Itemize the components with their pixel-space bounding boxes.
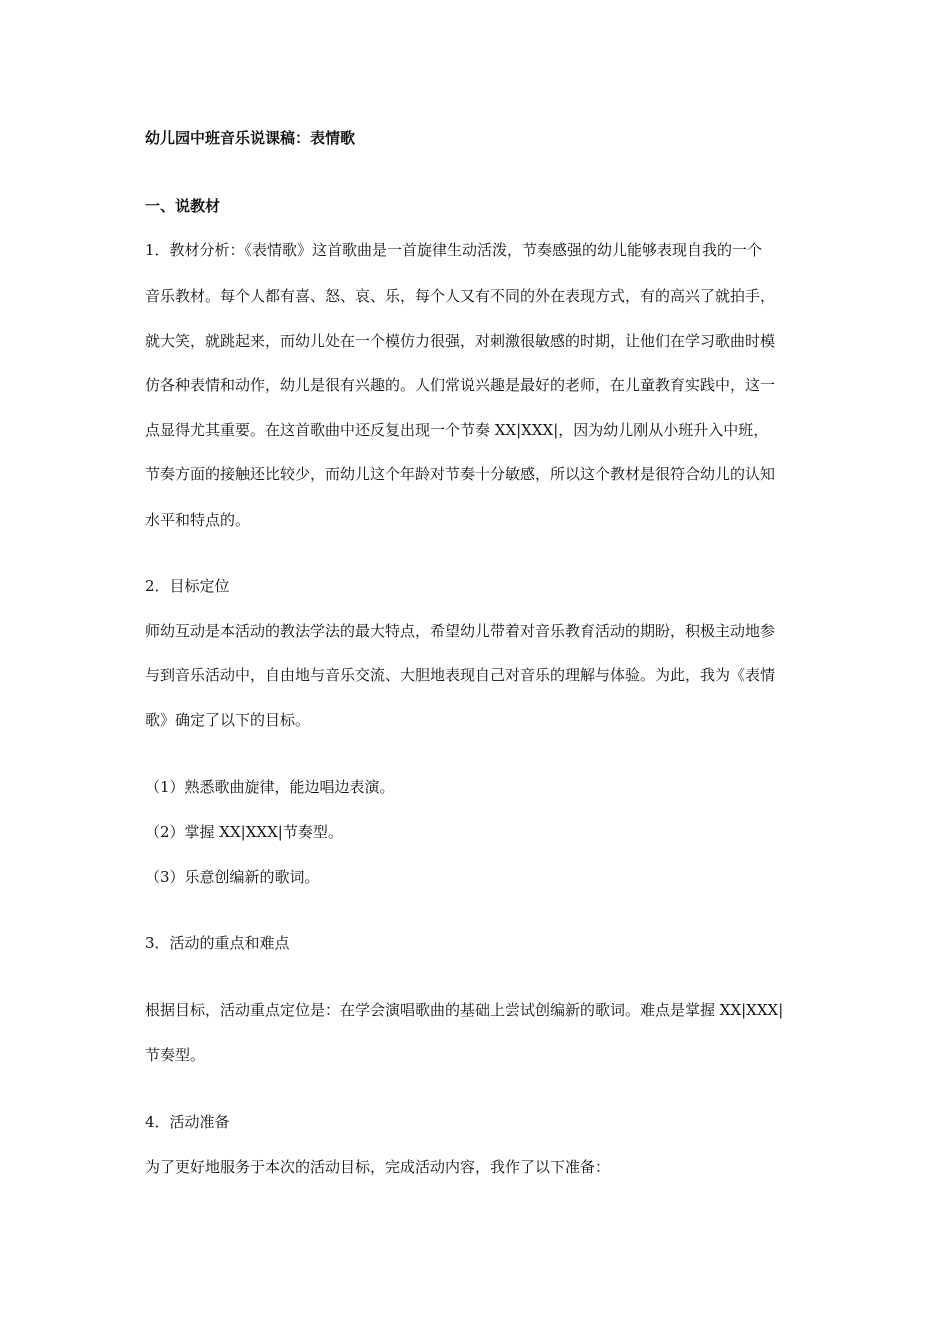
paragraph-line: 节奏型。 (145, 1046, 206, 1064)
subsection-heading-focus: 3．活动的重点和难点 (145, 934, 290, 952)
paragraph-line: 节奏方面的接触还比较少，而幼儿这个年龄对节奏十分敏感，所以这个教材是很符合幼儿的认知 (145, 465, 776, 483)
paragraph-line: 1．教材分析：《表情歌》这首歌曲是一首旋律生动活泼，节奏感强的幼儿能够表现自我的一个 (145, 241, 763, 259)
subsection-heading-preparation: 4．活动准备 (145, 1113, 230, 1131)
paragraph-line: 就大笑，就跳起来，而幼儿处在一个模仿力很强，对刺激很敏感的时期，让他们在学习歌曲时模 (145, 332, 776, 350)
paragraph-line: 点显得尤其重要。在这首歌曲中还反复出现一个节奏 XX|XXX|，因为幼儿刚从小班升入中班， (145, 421, 769, 439)
paragraph-line: 仿各种表情和动作，幼儿是很有兴趣的。人们常说兴趣是最好的老师，在儿童教育实践中，这一 (145, 376, 776, 394)
goal-item: （3）乐意创编新的歌词。 (145, 868, 320, 886)
paragraph-line: 歌》确定了以下的目标。 (145, 711, 311, 729)
paragraph-line: 师幼互动是本活动的教法学法的最大特点，希望幼儿带着对音乐教育活动的期盼，积极主动地参 (145, 622, 776, 640)
goal-item: （2）掌握 XX|XXX|节奏型。 (145, 823, 343, 841)
paragraph-line: 音乐教材。每个人都有喜、怒、哀、乐，每个人又有不同的外在表现方式，有的高兴了就拍手， (145, 287, 776, 305)
goal-item: （1）熟悉歌曲旋律，能边唱边表演。 (145, 778, 395, 796)
paragraph-line: 为了更好地服务于本次的活动目标，完成活动内容，我作了以下准备： (145, 1158, 611, 1176)
document-title: 幼儿园中班音乐说课稿：表情歌 (145, 129, 356, 147)
paragraph-line: 与到音乐活动中，自由地与音乐交流、大胆地表现自己对音乐的理解与体验。为此，我为《表情 (145, 666, 776, 684)
paragraph-line: 根据目标，活动重点定位是：在学会演唱歌曲的基础上尝试创编新的歌词。难点是掌握 XX|XXX| (145, 1001, 784, 1019)
subsection-heading-goals: 2．目标定位 (145, 577, 230, 595)
section-heading-teaching-material: 一、说教材 (145, 197, 221, 215)
paragraph-line: 水平和特点的。 (145, 511, 251, 529)
